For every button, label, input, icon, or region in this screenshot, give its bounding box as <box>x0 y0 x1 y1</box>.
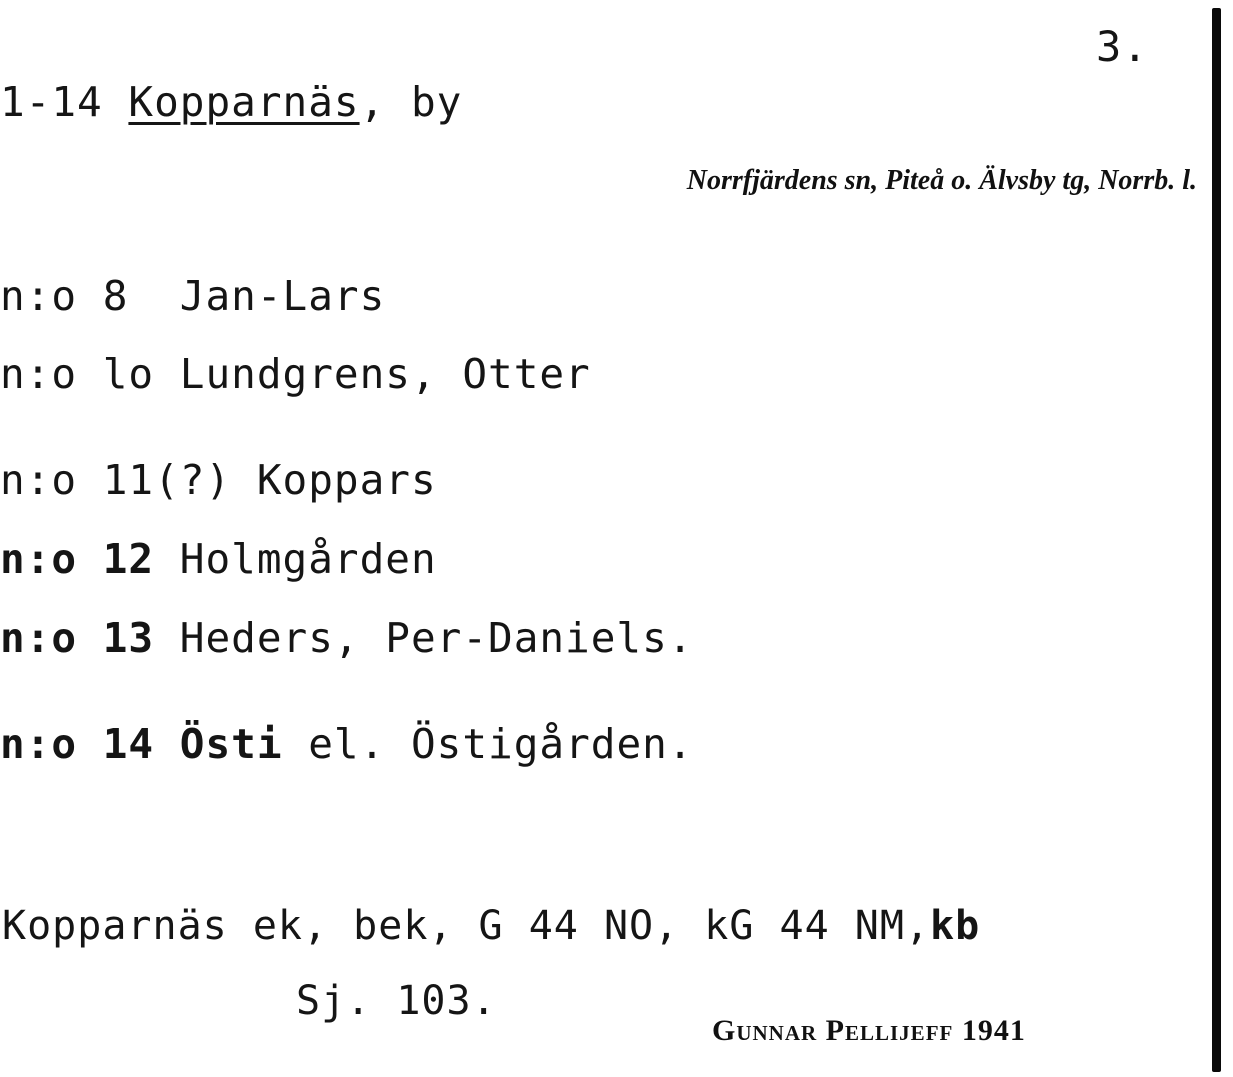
entry-name-rest: el. Östigården. <box>282 720 694 768</box>
note-line-1 <box>2 903 980 949</box>
heading-prefix: 1-14 <box>0 78 129 126</box>
entry-row <box>0 456 437 504</box>
note-text: Kopparnäs ek, bek, G 44 NO, kG 44 NM, <box>2 903 931 949</box>
entry-row <box>0 720 694 768</box>
entry-row <box>0 535 437 583</box>
heading <box>0 78 462 126</box>
entry-name: Jan-Lars <box>179 272 386 320</box>
entry-name: Heders, Per-Daniels. <box>179 614 694 662</box>
entry-name: Holmgården <box>179 535 437 583</box>
entry-label: n:o lo <box>0 350 155 398</box>
entry-row <box>0 614 693 662</box>
heading-place-name: Kopparnäs <box>128 78 360 126</box>
entry-label: n:o 13 <box>0 614 155 662</box>
entry-row <box>0 350 591 398</box>
heading-suffix: , by <box>359 78 463 126</box>
note-line-2: Sj. 103. <box>296 978 497 1024</box>
parish-line: Norrfjärdens sn, Piteå o. Älvsby tg, Norrb. l. <box>686 165 1197 196</box>
entry-label: n:o 8 <box>0 272 129 320</box>
signature: Gunnar Pellijeff 1941 <box>712 1014 1026 1047</box>
entry-label: n:o 14 <box>0 720 155 768</box>
card-edge-line <box>1212 8 1221 1072</box>
note-kb: kb <box>930 903 981 949</box>
entry-name: Koppars <box>256 456 437 504</box>
page-number: 3. <box>1096 22 1149 71</box>
entry-row <box>0 272 385 320</box>
entry-name: Lundgrens, Otter <box>179 350 591 398</box>
entry-label: n:o 12 <box>0 535 155 583</box>
entry-label: n:o 11(?) <box>0 456 232 504</box>
entry-name-bold: Östi <box>179 720 283 768</box>
